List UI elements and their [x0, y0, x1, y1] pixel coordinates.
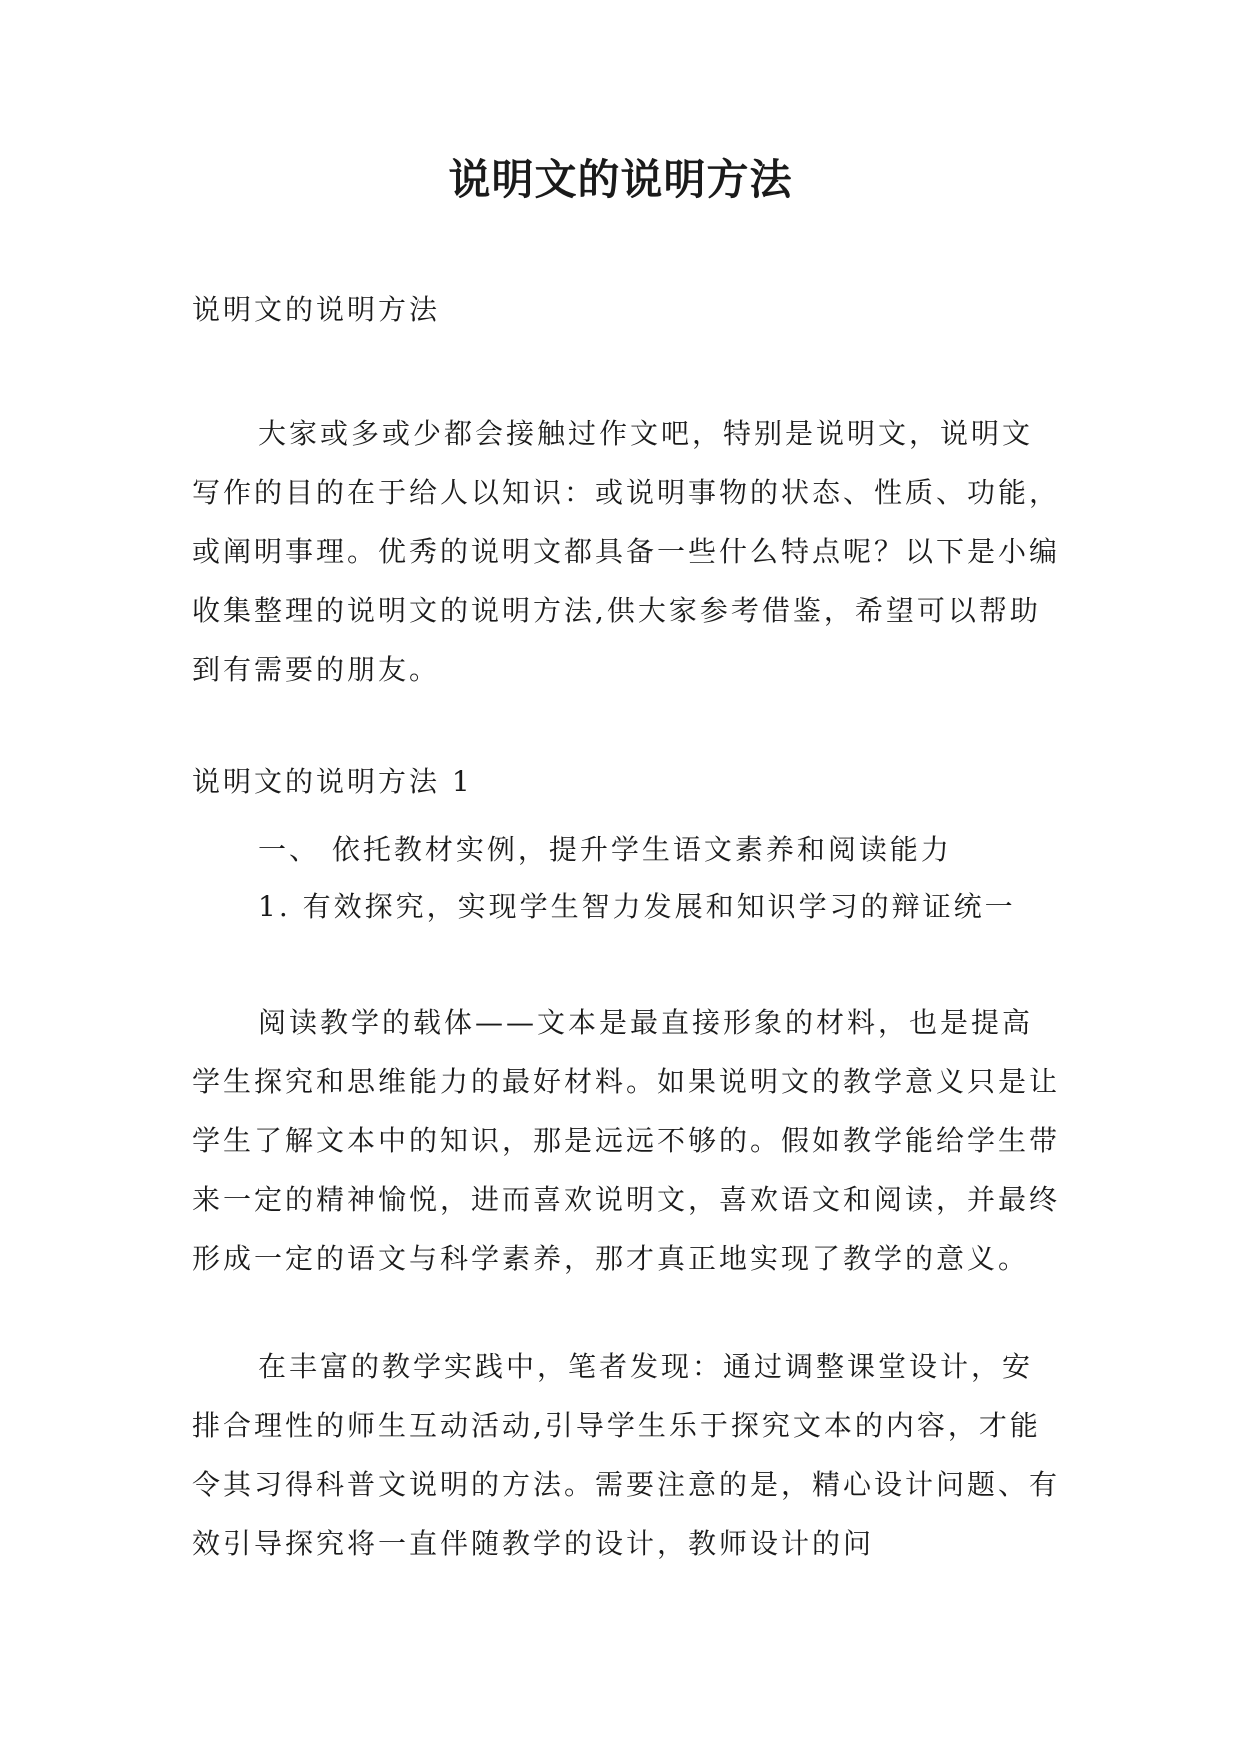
level2-heading: 1. 有效探究，实现学生智力发展和知识学习的辩证统一: [258, 890, 1016, 923]
intro-paragraph: 大家或多或少都会接触过作文吧，特别是说明文，说明文写作的目的在于给人以知识：或说明事物的状态、性质、功能，或阐明事理。优秀的说明文都具备一些什么特点呢？以下是小编收集整理的说明文的说明方法,供大家参考借鉴，希望可以帮助到有需要的朋友。: [192, 417, 1061, 686]
body-paragraph-2: 在丰富的教学实践中，笔者发现：通过调整课堂设计，安排合理性的师生互动活动,引导学生乐于探究文本的内容，才能令其习得科普文说明的方法。需要注意的是，精心设计问题、有效引导探究将一直伴随教学的设计，教师设计的问: [192, 1350, 1061, 1560]
document-title: 说明文的说明方法: [448, 155, 793, 204]
level1-heading: 一、 依托教材实例，提升学生语文素养和阅读能力: [258, 833, 952, 866]
document-subtitle: 说明文的说明方法: [192, 293, 441, 326]
section-heading: 说明文的说明方法 1: [192, 765, 473, 798]
body-paragraph-1: 阅读教学的载体——文本是最直接形象的材料，也是提高学生探究和思维能力的最好材料。如果说明文的教学意义只是让学生了解文本中的知识，那是远远不够的。假如教学能给学生带来一定的精神愉悦，进而喜欢说明文，喜欢语文和阅读，并最终形成一定的语文与科学素养，那才真正地实现了教学的意义。: [192, 1006, 1061, 1275]
